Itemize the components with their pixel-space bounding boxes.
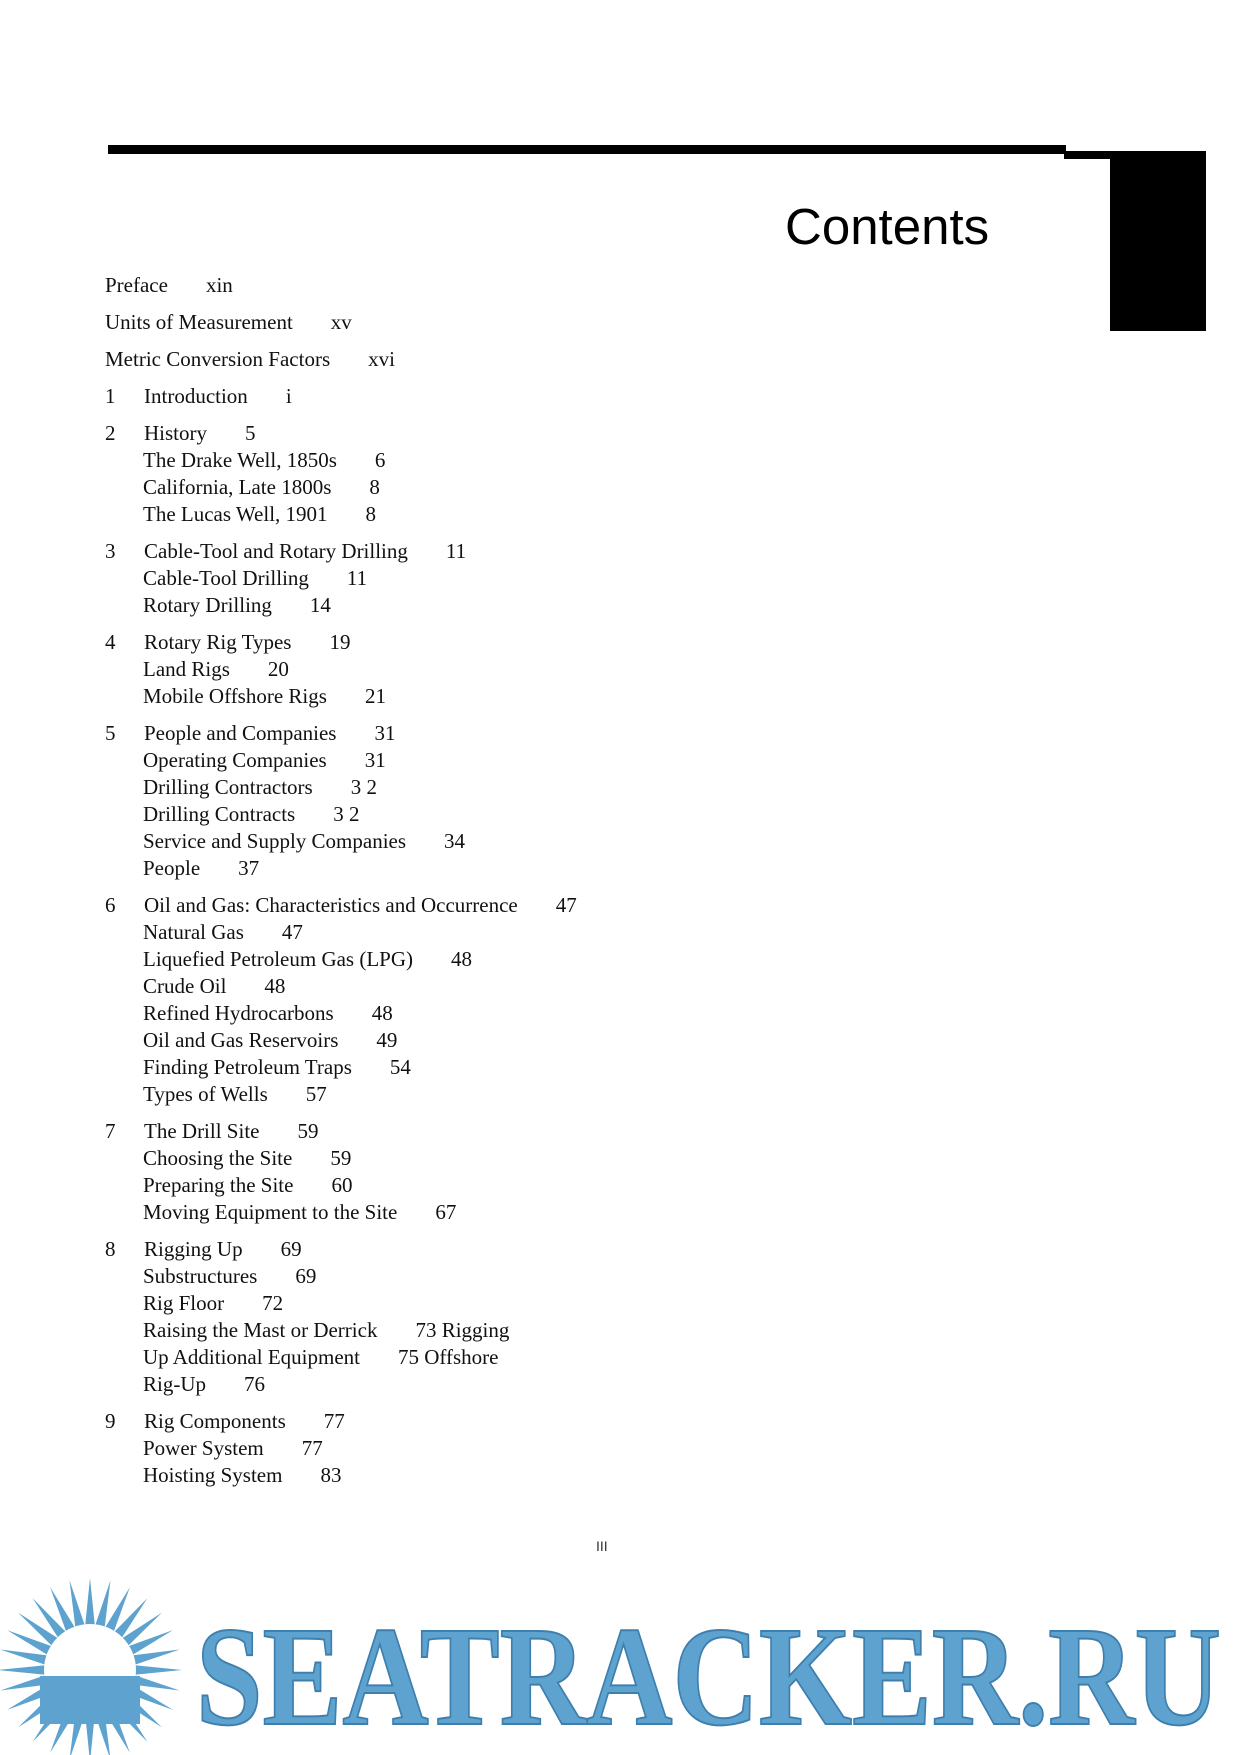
- section-entry: [143, 447, 1004, 474]
- section-page: 37: [238, 856, 260, 880]
- section-title: Rotary Drilling: [143, 593, 272, 617]
- chapter-entry: [104, 383, 1004, 410]
- entry-title: Preface: [105, 273, 168, 297]
- chapter-title: Rotary Rig Types: [144, 630, 292, 654]
- chapter-entry: [104, 720, 1004, 747]
- chapter-entry: [104, 1236, 1004, 1263]
- chapter-page: 59: [297, 1119, 319, 1143]
- section-list: [143, 447, 1004, 528]
- entry-page: xv: [330, 310, 352, 334]
- section-entry: [143, 1435, 1004, 1462]
- section-entry: [143, 474, 1004, 501]
- chapter-page: 69: [280, 1237, 302, 1261]
- chapter-title: The Drill Site: [144, 1119, 260, 1143]
- section-page: 31: [364, 748, 386, 772]
- section-title: Hoisting System: [143, 1463, 283, 1487]
- section-page: 14: [309, 593, 331, 617]
- section-entry: [143, 1081, 1004, 1108]
- section-entry: [143, 1290, 1004, 1317]
- section-page: 6: [374, 448, 386, 472]
- section-entry: [143, 1000, 1004, 1027]
- section-page: 49: [376, 1028, 398, 1052]
- section-entry: [143, 1199, 1004, 1226]
- chapter-page: i: [285, 384, 292, 408]
- section-entry: [143, 919, 1004, 946]
- section-title: Refined Hydrocarbons: [143, 1001, 334, 1025]
- section-entry: [143, 1145, 1004, 1172]
- chapter-number: 9: [105, 1409, 116, 1433]
- section-page: 34: [444, 829, 466, 853]
- table-of-contents: [104, 272, 1004, 1499]
- chapter-title: History: [144, 421, 207, 445]
- section-title: California, Late 1800s: [143, 475, 332, 499]
- watermark-logo: [0, 1572, 1240, 1755]
- section-title: Service and Supply Companies: [143, 829, 407, 853]
- section-entry: [143, 1172, 1004, 1199]
- entry-page: xin: [205, 273, 233, 297]
- section-page: 3 2: [333, 802, 360, 826]
- section-title: Finding Petroleum Traps: [143, 1055, 352, 1079]
- section-title: Raising the Mast or Derrick: [143, 1318, 378, 1342]
- section-title: Choosing the Site: [143, 1146, 293, 1170]
- section-title: Substructures: [143, 1264, 258, 1288]
- chapter-number: 3: [105, 539, 116, 563]
- section-title: Preparing the Site: [143, 1173, 294, 1197]
- page-folio: III: [596, 1538, 608, 1554]
- entry-page: xvi: [368, 347, 395, 371]
- section-page: 48: [264, 974, 286, 998]
- section-entry: [143, 501, 1004, 528]
- section-title: Types of Wells: [143, 1082, 268, 1106]
- section-list: [143, 565, 1004, 619]
- section-page: 54: [389, 1055, 411, 1079]
- section-entry: [143, 828, 1004, 855]
- section-entry: [143, 747, 1004, 774]
- chapter-page: 5: [245, 421, 256, 445]
- chapter-title: Introduction: [144, 384, 248, 408]
- section-title: Liquefied Petroleum Gas (LPG): [143, 947, 414, 971]
- chapter-number: 2: [105, 421, 116, 445]
- chapter-title: Oil and Gas: Characteristics and Occurrence: [144, 893, 518, 917]
- chapter-entry: [104, 629, 1004, 656]
- front-matter-entry: [104, 346, 1004, 373]
- section-page: 59: [330, 1146, 352, 1170]
- section-page: 11: [346, 566, 368, 590]
- section-entry: [143, 656, 1004, 683]
- section-page: 20: [267, 657, 289, 681]
- section-list: [143, 747, 1004, 882]
- section-page: 76: [244, 1372, 265, 1396]
- section-page: 3 2: [350, 775, 377, 799]
- section-title: Up Additional Equipment: [143, 1345, 360, 1369]
- section-entry: [143, 592, 1004, 619]
- section-entry: [143, 1263, 1004, 1290]
- chapter-page: 11: [445, 539, 467, 563]
- section-title: The Drake Well, 1850s: [143, 448, 337, 472]
- section-title: Mobile Offshore Rigs: [143, 684, 327, 708]
- section-entry: [143, 774, 1004, 801]
- section-list: [143, 919, 1004, 1108]
- section-list: [143, 1145, 1004, 1226]
- section-entry: [143, 1027, 1004, 1054]
- chapter-page: 31: [374, 721, 396, 745]
- section-list: [143, 1263, 1004, 1398]
- section-page: 77: [301, 1436, 323, 1460]
- section-title: Land Rigs: [143, 657, 230, 681]
- chapter-title: People and Companies: [144, 721, 337, 745]
- section-page: 8: [369, 475, 380, 499]
- sun-icon: [0, 1578, 182, 1755]
- chapter-entry: [104, 1118, 1004, 1145]
- section-title: Natural Gas: [143, 920, 244, 944]
- watermark-text: SEATRACKER.RU: [196, 1597, 1221, 1755]
- section-page: 73 Rigging: [415, 1318, 510, 1342]
- section-page: 47: [281, 920, 303, 944]
- section-entry: [143, 1462, 1004, 1489]
- section-page: 75 Offshore: [397, 1345, 499, 1369]
- section-list: [143, 656, 1004, 710]
- section-entry: [143, 1371, 1004, 1398]
- section-title: Operating Companies: [143, 748, 327, 772]
- section-title: Crude Oil: [143, 974, 227, 998]
- chapter-number: 5: [105, 721, 116, 745]
- section-title: Rig Floor: [143, 1291, 225, 1315]
- section-page: 72: [262, 1291, 284, 1315]
- chapter-title: Rig Components: [144, 1409, 286, 1433]
- chapter-number: 1: [105, 384, 116, 408]
- section-page: 48: [371, 1001, 393, 1025]
- section-entry: [143, 855, 1004, 882]
- section-title: Moving Equipment to the Site: [143, 1200, 398, 1224]
- page-title: Contents: [785, 198, 990, 255]
- section-title: Power System: [143, 1436, 264, 1460]
- section-entry: [143, 1317, 1004, 1344]
- front-matter-entry: [104, 309, 1004, 336]
- chapter-page: 19: [329, 630, 351, 654]
- section-title: Rig-Up: [143, 1372, 206, 1396]
- section-title: Oil and Gas Reservoirs: [143, 1028, 339, 1052]
- section-entry: [143, 565, 1004, 592]
- chapter-page: 47: [555, 893, 577, 917]
- chapter-title: Cable-Tool and Rotary Drilling: [144, 539, 408, 563]
- section-page: 48: [451, 947, 473, 971]
- chapter-entry: [104, 538, 1004, 565]
- section-list: [143, 1435, 1004, 1489]
- chapter-tab-block: [1110, 155, 1206, 331]
- chapter-number: 4: [105, 630, 116, 654]
- section-entry: [143, 973, 1004, 1000]
- section-title: Drilling Contracts: [143, 802, 296, 826]
- section-page: 8: [365, 502, 377, 526]
- chapter-title: Rigging Up: [144, 1237, 243, 1261]
- section-page: 67: [435, 1200, 457, 1224]
- chapter-entry: [104, 1408, 1004, 1435]
- chapter-number: 7: [105, 1119, 116, 1143]
- section-title: The Lucas Well, 1901: [143, 502, 328, 526]
- chapter-number: 8: [105, 1237, 116, 1261]
- section-entry: [143, 801, 1004, 828]
- section-title: People: [143, 856, 201, 880]
- section-page: 83: [320, 1463, 342, 1487]
- chapter-number: 6: [105, 893, 116, 917]
- section-entry: [143, 1054, 1004, 1081]
- section-title: Drilling Contractors: [143, 775, 313, 799]
- chapter-page: 77: [323, 1409, 345, 1433]
- section-page: 60: [331, 1173, 353, 1197]
- section-entry: [143, 1344, 1004, 1371]
- entry-title: Metric Conversion Factors: [105, 347, 331, 371]
- front-matter-entry: [104, 272, 1004, 299]
- section-title: Cable-Tool Drilling: [143, 566, 309, 590]
- sun-horizon: [40, 1676, 140, 1724]
- section-page: 57: [305, 1082, 327, 1106]
- section-page: 69: [295, 1264, 317, 1288]
- header-rule: [108, 145, 1066, 154]
- entry-title: Units of Measurement: [105, 310, 293, 334]
- chapter-entry: [104, 892, 1004, 919]
- section-page: 21: [364, 684, 386, 708]
- section-entry: [143, 946, 1004, 973]
- section-entry: [143, 683, 1004, 710]
- chapter-entry: [104, 420, 1004, 447]
